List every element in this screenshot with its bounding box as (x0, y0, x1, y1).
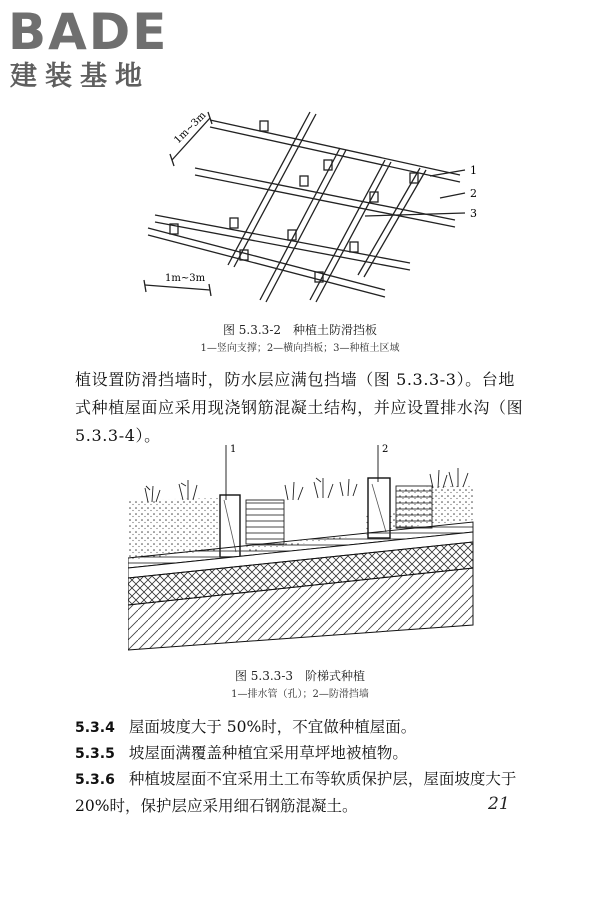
figure1-caption: 图 5.3.3-2 种植土防滑挡板 (222, 323, 378, 337)
body-paragraph: 植设置防滑挡墙时，防水层应满包挡墙（图 5.3.3-3）。台地式种植屋面应采用现浇钢筋混凝土结构，并应设置排水沟（图 5.3.3-4）。 (75, 370, 524, 445)
figure2-caption: 图 5.3.3-3 阶梯式种植 (234, 669, 366, 683)
page-number: 21 (488, 794, 510, 814)
clause-text: 屋面坡度大于 50%时，不宜做种植屋面。 (128, 718, 417, 736)
dim-label-top: 1m~3m (172, 110, 209, 147)
clause-5-3-4 (75, 714, 535, 741)
figure-anti-slip-board-diagram (110, 100, 500, 315)
callout-drain-pipe: 1 (230, 444, 237, 455)
clause-text: 种植坡屋面不宜采用土工布等软质保护层，屋面坡度大于 20%时，保护层应采用细石钢筋混凝土。 (75, 770, 517, 815)
callout-3: 3 (470, 207, 477, 220)
callout-2: 2 (470, 187, 477, 200)
logo-brand-text: BADE (8, 3, 169, 61)
clause-number: 5.3.5 (75, 746, 115, 762)
clause-text: 坡屋面满覆盖种植宜采用草坪地被植物。 (128, 744, 408, 762)
callout-anti-slip-wall: 2 (382, 444, 389, 455)
clause-5-3-5 (75, 740, 535, 767)
figure-stepped-planting-section (128, 440, 480, 655)
logo-subtitle-text: 建装基地 (10, 61, 150, 92)
bade-logo (8, 3, 178, 96)
callout-1: 1 (470, 164, 477, 177)
clause-number: 5.3.6 (75, 772, 115, 788)
figure2-legend: 1—排水管（孔）；2—防滑挡墙 (231, 689, 369, 700)
dim-label-bottom: 1m~3m (165, 273, 206, 284)
clause-number: 5.3.4 (75, 720, 115, 736)
figure1-legend: 1—竖向支撑；2—横向挡板；3—种植土区域 (200, 343, 400, 354)
clause-5-3-6 (75, 766, 535, 819)
